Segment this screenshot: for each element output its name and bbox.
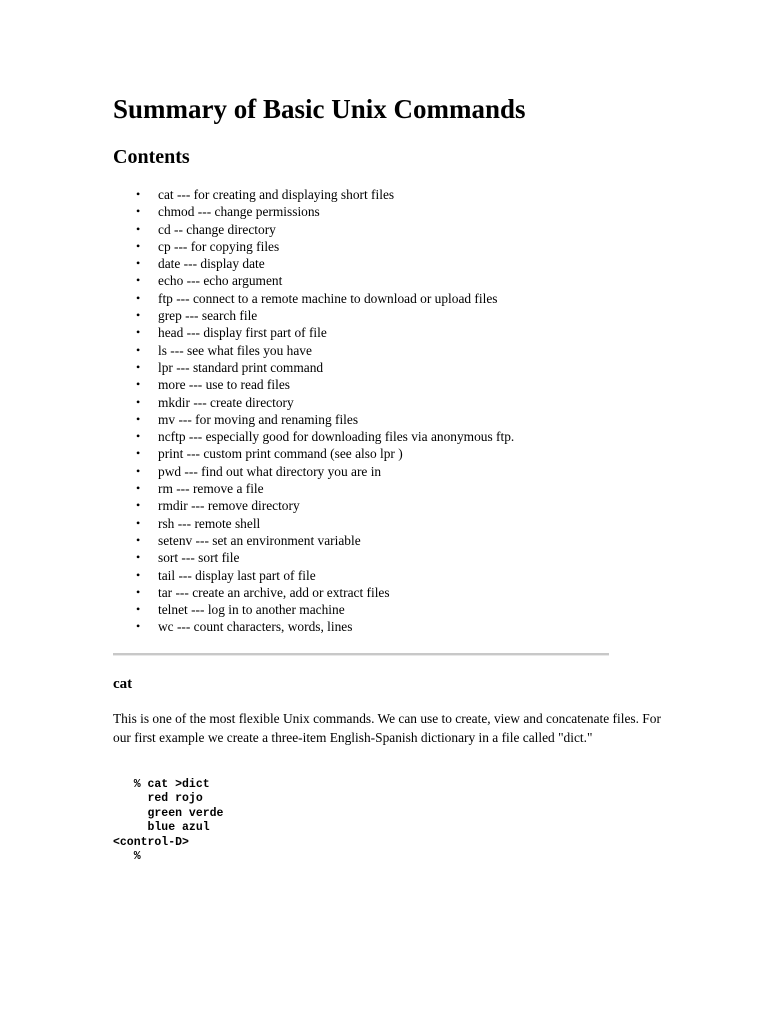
bullet-icon: • (136, 463, 141, 478)
bullet-icon: • (136, 290, 141, 305)
contents-item[interactable] (113, 272, 514, 289)
contents-item-label: chmod --- change permissions (158, 204, 320, 220)
contents-item-label: rm --- remove a file (158, 481, 264, 497)
contents-item-label: print --- custom print command (see also lpr ) (158, 446, 403, 462)
bullet-icon: • (136, 498, 141, 513)
contents-item-label: lpr --- standard print command (158, 359, 324, 375)
contents-item[interactable] (113, 445, 514, 462)
contents-item[interactable] (113, 567, 514, 584)
bullet-icon: • (136, 325, 141, 340)
contents-item[interactable] (113, 376, 514, 393)
cat-example-code (113, 778, 223, 864)
code-line: % (113, 850, 141, 864)
contents-item[interactable] (113, 515, 514, 532)
contents-item[interactable] (113, 428, 514, 445)
bullet-icon: • (136, 377, 141, 392)
bullet-icon: • (136, 602, 141, 617)
horizontal-rule (113, 653, 609, 656)
contents-item[interactable] (113, 203, 514, 220)
contents-item-label: rsh --- remote shell (158, 515, 261, 531)
contents-item[interactable] (113, 584, 514, 601)
bullet-icon: • (136, 187, 141, 201)
bullet-icon: • (136, 550, 141, 565)
bullet-icon: • (136, 238, 141, 253)
contents-item-label: cat --- for creating and displaying short files (158, 187, 395, 202)
bullet-icon: • (136, 359, 141, 374)
bullet-icon: • (136, 429, 141, 444)
contents-item-label: mv --- for moving and renaming files (158, 411, 359, 427)
contents-item[interactable] (113, 359, 514, 376)
cat-section-heading: cat (113, 676, 133, 692)
code-line: <control-D> (113, 835, 189, 849)
contents-item[interactable] (113, 497, 514, 514)
contents-item[interactable] (113, 549, 514, 566)
contents-item[interactable] (113, 601, 514, 618)
contents-item-label: ftp --- connect to a remote machine to download or upload files (158, 290, 498, 306)
contents-item[interactable] (113, 480, 514, 497)
bullet-icon: • (136, 567, 141, 582)
contents-item[interactable] (113, 221, 514, 238)
contents-item[interactable] (113, 238, 514, 255)
contents-item-label: grep --- search file (158, 308, 258, 324)
contents-item-label: telnet --- log in to another machine (158, 602, 345, 618)
bullet-icon: • (136, 273, 141, 288)
contents-item-label: echo --- echo argument (158, 273, 283, 289)
contents-heading: Contents (113, 146, 190, 168)
bullet-icon: • (136, 446, 141, 461)
code-line: % cat >dict (113, 778, 210, 791)
contents-item-label: ncftp --- especially good for downloading files via anonymous ftp. (158, 429, 515, 445)
contents-item[interactable] (113, 532, 514, 549)
code-line: red rojo (113, 792, 203, 806)
contents-item-label: head --- display first part of file (158, 325, 327, 341)
contents-item-label: sort --- sort file (158, 550, 240, 566)
bullet-icon: • (136, 342, 141, 357)
bullet-icon: • (136, 481, 141, 496)
bullet-icon: • (136, 308, 141, 323)
contents-item[interactable] (113, 186, 514, 203)
contents-item-label: more --- use to read files (158, 377, 290, 393)
bullet-icon: • (136, 394, 141, 409)
contents-item[interactable] (113, 394, 514, 411)
cat-description: This is one of the most flexible Unix commands. We can use to create, view and concatenate files. For our first example we create a three-item English-Spanish dictionary in a file called "dict." (113, 711, 661, 745)
bullet-icon: • (136, 532, 141, 547)
contents-item[interactable] (113, 411, 514, 428)
bullet-icon: • (136, 221, 141, 236)
bullet-icon: • (136, 515, 141, 530)
contents-item[interactable] (113, 324, 514, 341)
contents-item[interactable] (113, 255, 514, 272)
contents-item-label: rmdir --- remove directory (158, 498, 300, 514)
contents-item[interactable] (113, 618, 514, 635)
contents-item-label: cp --- for copying files (158, 238, 280, 254)
contents-item[interactable] (113, 463, 514, 480)
contents-item[interactable] (113, 290, 514, 307)
contents-item-label: tar --- create an archive, add or extract files (158, 584, 390, 600)
bullet-icon: • (136, 619, 141, 634)
code-line: blue azul (113, 821, 210, 835)
page-title: Summary of Basic Unix Commands (113, 94, 526, 124)
bullet-icon: • (136, 204, 141, 219)
contents-list (113, 186, 514, 636)
contents-item-label: cd -- change directory (158, 221, 276, 237)
contents-item-label: wc --- count characters, words, lines (158, 619, 353, 635)
contents-item[interactable] (113, 307, 514, 324)
contents-item-label: mkdir --- create directory (158, 394, 294, 410)
bullet-icon: • (136, 411, 141, 426)
contents-item-label: date --- display date (158, 256, 265, 272)
contents-item-label: ls --- see what files you have (158, 342, 312, 358)
contents-item-label: tail --- display last part of file (158, 567, 316, 583)
bullet-icon: • (136, 256, 141, 271)
contents-item[interactable] (113, 342, 514, 359)
bullet-icon: • (136, 584, 141, 599)
contents-item-label: setenv --- set an environment variable (158, 532, 361, 548)
contents-item-label: pwd --- find out what directory you are in (158, 463, 382, 479)
code-line: green verde (113, 806, 224, 820)
